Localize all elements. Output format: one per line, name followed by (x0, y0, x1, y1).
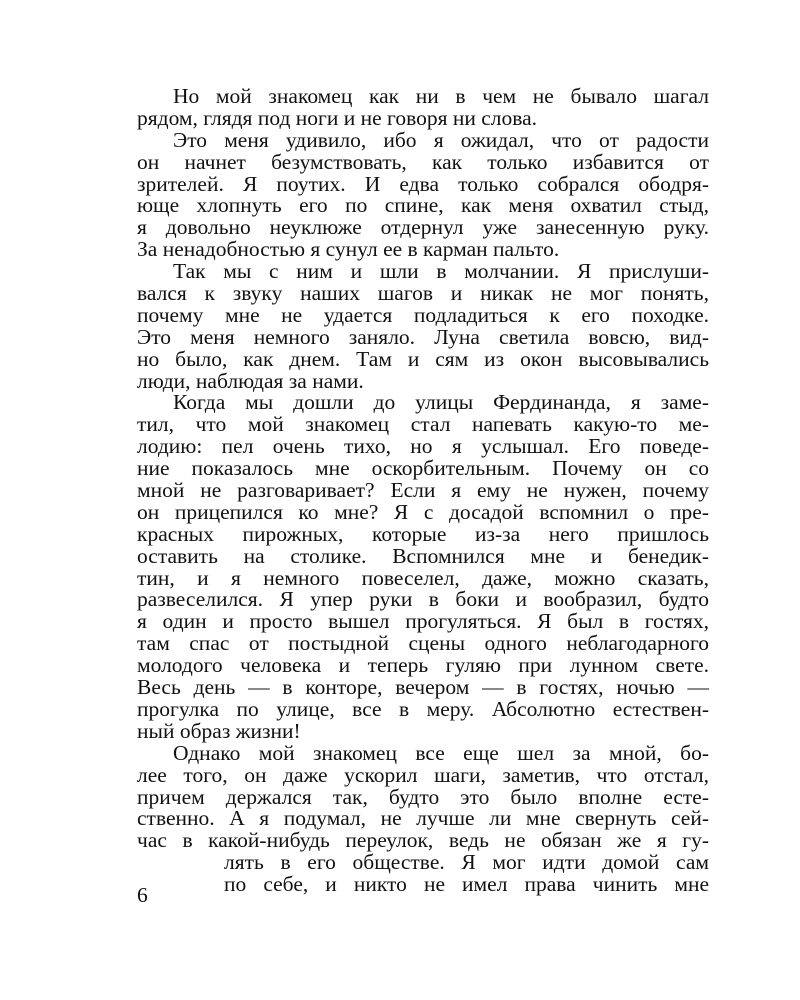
text-line: развеселился. Я упер руки в боки и вообразил, будто (137, 587, 709, 612)
text-line: мной не разговаривает? Если я ему не нужен, почему (137, 478, 709, 503)
text-line: Когда мы дошли до улицы Фердинанда, я заме- (173, 390, 709, 415)
text-line: Весь день — в конторе, вечером — в гостях, ночью — (137, 675, 709, 700)
page-number: 6 (137, 883, 148, 907)
text-line: Так мы с ним и шли в молчании. Я прислуши- (173, 259, 709, 284)
text-line: по себе, и никто не имел права чинить мне (224, 872, 709, 897)
text-line: Однако мой знакомец все еще шел за мной, бо- (173, 740, 709, 765)
text-line: рядом, глядя под ноги и не говоря ни слова. (137, 105, 538, 130)
text-line: но было, как днем. Там и сям из окон высовывались (137, 346, 709, 371)
text-line: я один и просто вышел прогуляться. Я был в гостях, (137, 609, 709, 634)
text-line: там спас от постыдной сцены одного неблагодарного (137, 631, 709, 656)
text-line: красных пирожных, которые из-за него пришлось (137, 521, 709, 546)
text-line: Но мой знакомец как ни в чем не бывало шагал (173, 84, 709, 108)
text-line: ние показалось мне оскорбительным. Почему он со (137, 456, 709, 481)
text-line: юще хлопнуть его по спине, как меня охватил стыд, (137, 193, 709, 218)
text-line: оставить на столике. Вспомнился мне и бенедик- (137, 543, 709, 568)
text-line: зрителей. Я поутих. И едва только собрался ободря- (137, 171, 709, 196)
text-line: прогулка по улице, все в меру. Абсолютно естествен- (137, 696, 709, 721)
text-line: я довольно неуклюже отдернул уже занесенную руку. (137, 215, 709, 240)
text-line: молодого человека и теперь гуляю при лунном свете. (137, 653, 709, 678)
text-line: лее того, он даже ускорил шаги, заметив, что отстал, (137, 762, 709, 787)
text-line: вался к звуку наших шагов и никак не мог понять, (137, 281, 709, 306)
text-line: тил, что мой знакомец стал напевать какую-то ме- (137, 412, 709, 437)
text-line: ственно. А я подумал, не лучше ли мне свернуть сей- (137, 806, 709, 831)
text-line: люди, наблюдая за нами. (137, 368, 364, 393)
book-page-text (137, 86, 709, 896)
text-line: лять в его обществе. Я мог идти домой сам (224, 850, 709, 875)
text-line: Это меня немного заняло. Луна светила вовсю, вид- (137, 324, 709, 349)
text-line: час в какой-нибудь переулок, ведь не обязан же я гу- (137, 828, 709, 853)
text-line: он прицепился ко мне? Я с досадой вспомнил о пре- (137, 499, 709, 524)
text-line: почему мне не удается подладиться к его походке. (137, 302, 709, 327)
text-line: Это меня удивило, ибо я ожидал, что от радости (173, 127, 709, 152)
text-line: ный образ жизни! (137, 718, 301, 743)
text-line: причем держался так, будто это было вполне есте- (137, 784, 709, 809)
text-line: тин, и я немного повеселел, даже, можно сказать, (137, 565, 709, 590)
text-line: лодию: пел очень тихо, но я услышал. Его поведе- (137, 434, 709, 459)
text-line: За ненадобностью я сунул ее в карман пальто. (137, 237, 560, 262)
text-line: он начнет безумствовать, как только избавится от (137, 149, 709, 174)
